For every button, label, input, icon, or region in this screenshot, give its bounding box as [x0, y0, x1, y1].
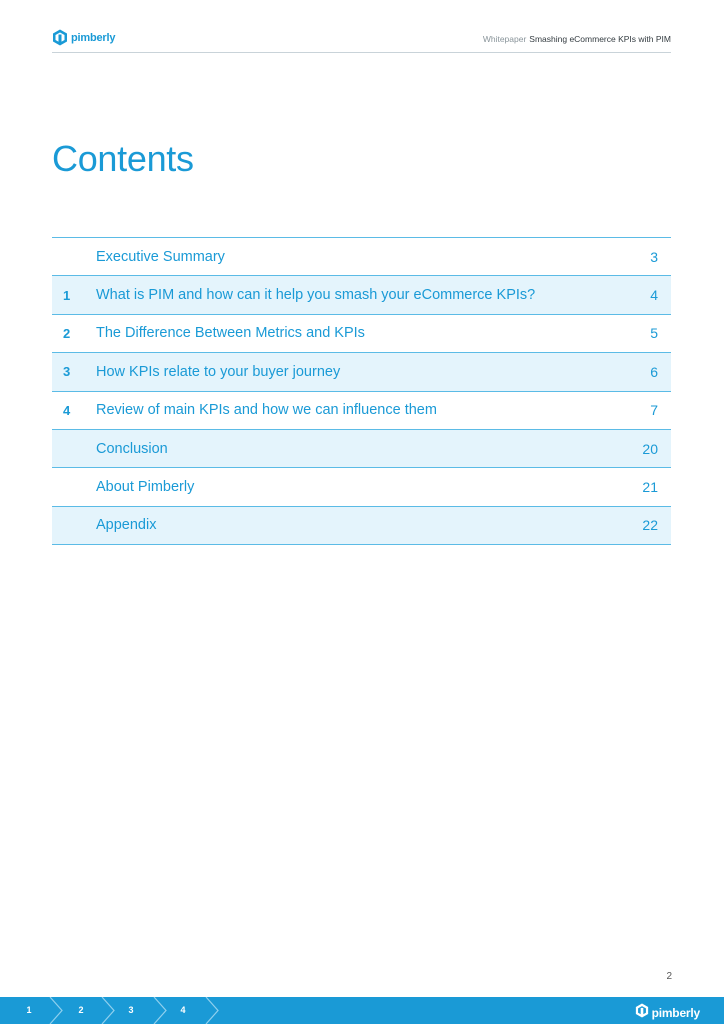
toc-page-number: 6: [650, 363, 658, 380]
header-logo[interactable]: [52, 29, 115, 46]
nav-section-4[interactable]: 4: [180, 1005, 186, 1015]
toc-page-number: 22: [642, 517, 658, 534]
nav-section-1[interactable]: 1: [26, 1005, 32, 1015]
toc-number: 4: [63, 402, 71, 418]
toc-row-metrics-vs-kpis[interactable]: [52, 315, 671, 353]
footer-bar: [0, 997, 724, 1024]
toc-label[interactable]: Review of main KPIs and how we can influence them: [96, 402, 437, 419]
toc-number: 2: [63, 325, 71, 341]
toc-row-about-pimberly[interactable]: [52, 468, 671, 506]
toc-page-number: 20: [642, 440, 658, 457]
toc-label[interactable]: About Pimberly: [96, 479, 195, 496]
toc-number: 3: [63, 364, 71, 380]
toc-label[interactable]: What is PIM and how can it help you smash your eCommerce KPIs?: [96, 287, 536, 304]
toc-label[interactable]: The Difference Between Metrics and KPIs: [96, 325, 365, 342]
page-number: 2: [666, 971, 672, 982]
toc-number: 1: [63, 287, 71, 303]
table-of-contents: [52, 237, 671, 545]
toc-page-number: 5: [650, 325, 658, 342]
pimberly-logo-icon: [635, 1003, 649, 1023]
toc-row-executive-summary[interactable]: [52, 238, 671, 276]
toc-row-what-is-pim[interactable]: [52, 276, 671, 314]
pimberly-logo-icon: [52, 29, 68, 46]
toc-page-number: 7: [650, 402, 658, 419]
toc-row-main-kpis[interactable]: [52, 392, 671, 430]
footer-brand-name: pimberly: [651, 1006, 700, 1020]
toc-row-appendix[interactable]: [52, 507, 671, 545]
toc-label[interactable]: Appendix: [96, 517, 157, 534]
toc-label[interactable]: Conclusion: [96, 440, 168, 457]
toc-label[interactable]: Executive Summary: [96, 248, 225, 265]
header-kicker: Whitepaper: [482, 34, 527, 44]
toc-page-number: 3: [650, 248, 658, 265]
toc-page-number: 4: [650, 287, 658, 304]
toc-row-conclusion[interactable]: [52, 430, 671, 468]
page-header: [52, 28, 671, 53]
header-doc-title: Smashing eCommerce KPIs with PIM: [529, 34, 671, 44]
footer-logo[interactable]: [635, 1003, 700, 1023]
header-document-title: [483, 34, 671, 44]
page-title: Contents: [52, 138, 194, 179]
header-brand-name: pimberly: [71, 31, 116, 44]
nav-section-3[interactable]: 3: [128, 1005, 134, 1015]
nav-section-2[interactable]: 2: [78, 1005, 84, 1015]
toc-row-buyer-journey[interactable]: [52, 353, 671, 391]
toc-page-number: 21: [642, 479, 658, 496]
toc-label[interactable]: How KPIs relate to your buyer journey: [96, 363, 341, 380]
